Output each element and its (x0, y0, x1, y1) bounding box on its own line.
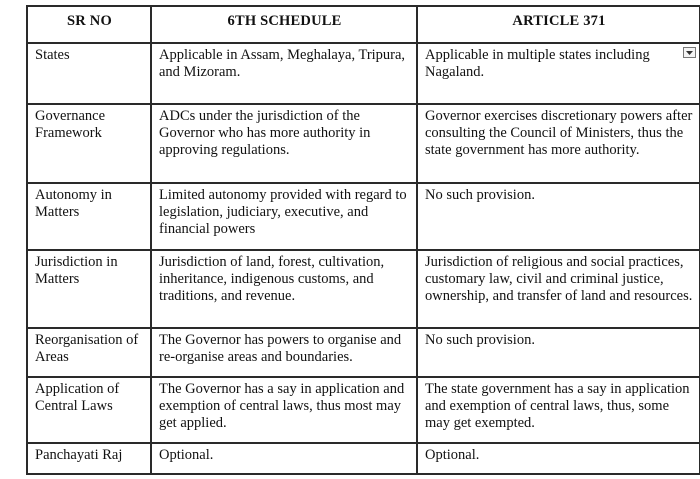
row-aspect: Governance Framework (27, 104, 151, 183)
table-row (27, 443, 700, 474)
row-aspect: Jurisdiction in Matters (27, 250, 151, 329)
row-article-371: The state government has a say in application and exemption of central laws, thus, some may get exempted. (417, 377, 700, 444)
table-body (27, 43, 700, 474)
row-article-371: No such provision. (417, 183, 700, 250)
header-article-371: ARTICLE 371 (417, 6, 700, 43)
row-6th-schedule: The Governor has powers to organise and re-organise areas and boundaries. (151, 328, 417, 376)
row-6th-schedule: The Governor has a say in application and exemption of central laws, thus most may get applied. (151, 377, 417, 444)
row-6th-schedule: Jurisdiction of land, forest, cultivation, inheritance, indigenous customs, and traditions, and revenue. (151, 250, 417, 329)
table-row (27, 43, 700, 104)
table-row (27, 328, 700, 376)
row-6th-schedule: ADCs under the jurisdiction of the Governor who has more authority in approving regulations. (151, 104, 417, 183)
row-6th-schedule: Limited autonomy provided with regard to legislation, judiciary, executive, and financial powers (151, 183, 417, 250)
row-article-371: Jurisdiction of religious and social practices, customary law, civil and criminal justice, ownership, and transfer of land and resources. (417, 250, 700, 329)
row-article-371 (417, 43, 700, 104)
header-sr-no: SR NO (27, 6, 151, 43)
cell-text: Applicable in multiple states including Nagaland. (425, 47, 650, 80)
table-row (27, 183, 700, 250)
row-aspect: Autonomy in Matters (27, 183, 151, 250)
table-row (27, 250, 700, 329)
header-6th-schedule: 6TH SCHEDULE (151, 6, 417, 43)
table-row (27, 377, 700, 444)
row-aspect: Application of Central Laws (27, 377, 151, 444)
table-header (27, 6, 700, 43)
row-article-371: Optional. (417, 443, 700, 474)
row-article-371: Governor exercises discretionary powers after consulting the Council of Ministers, thus the state government has more authority. (417, 104, 700, 183)
row-6th-schedule: Applicable in Assam, Meghalaya, Tripura, and Mizoram. (151, 43, 417, 104)
table-row (27, 104, 700, 183)
row-aspect: Reorganisation of Areas (27, 328, 151, 376)
row-aspect: States (27, 43, 151, 104)
header-row (27, 6, 700, 43)
comparison-table (26, 5, 700, 475)
row-article-371: No such provision. (417, 328, 700, 376)
row-aspect: Panchayati Raj (27, 443, 151, 474)
chevron-down-icon[interactable] (683, 47, 696, 58)
row-6th-schedule: Optional. (151, 443, 417, 474)
